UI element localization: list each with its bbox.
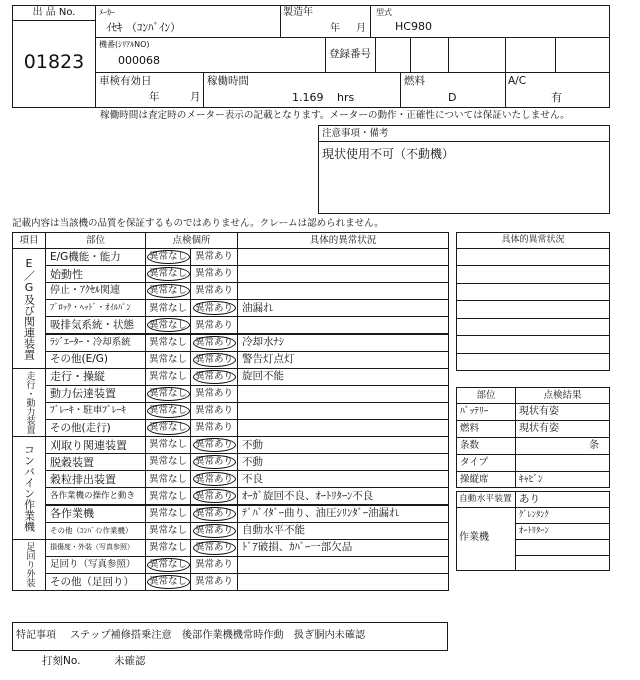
operating-hours-label: 稼働時間 xyxy=(207,75,249,87)
model-label: 型式 xyxy=(376,8,392,17)
part-cell xyxy=(45,556,146,574)
abnormality-detail: 冷却水ﾅｼ xyxy=(242,336,284,349)
operating-hours-value: 1.169 xyxy=(292,91,324,104)
part-cell xyxy=(45,368,146,386)
no-abnormality-option: 異常なし xyxy=(148,524,187,536)
check-ok-cell xyxy=(145,436,191,454)
header-check-cell xyxy=(145,232,238,249)
stamp-label: 打刻No. xyxy=(42,655,81,667)
stamp-value: 未確認 xyxy=(114,655,146,667)
part-cell xyxy=(45,248,146,266)
side-detail-row-line xyxy=(456,300,610,301)
serial-label: 機番(ｼﾘｱﾙNO) xyxy=(99,40,150,49)
check-ng-cell xyxy=(190,505,238,523)
detail-cell xyxy=(237,556,449,574)
no-abnormality-circled: 異常なし xyxy=(147,421,190,435)
fuel-label: 燃料 xyxy=(404,75,425,87)
part-cell xyxy=(45,299,146,317)
side-detail-header-label: 具体的異常状況 xyxy=(501,235,565,245)
results-part: 条数 xyxy=(460,440,480,451)
header-detail-label: 具体的異常状況 xyxy=(309,234,377,246)
check-ok-cell xyxy=(145,299,191,317)
abnormality-detail: ﾃﾞﾊﾞｲﾀﾞｰ曲り、油圧ｼﾘﾝﾀﾞｰ油漏れ xyxy=(242,507,400,520)
detail-cell xyxy=(237,299,449,317)
no-abnormality-option: 異常なし xyxy=(148,336,187,348)
detail-cell xyxy=(237,334,449,352)
check-ng-cell xyxy=(190,299,238,317)
no-abnormality-option: 異常なし xyxy=(148,541,187,553)
part-name: 吸排気系統・状態 xyxy=(50,319,134,332)
implement-row xyxy=(515,539,610,556)
abnormality-detail: ｵｰｶﾞ旋回不良、ｵｰﾄﾘﾀｰﾝ不良 xyxy=(242,490,374,503)
no-abnormality-option: 異常なし xyxy=(148,473,187,485)
results-part: ﾊﾞｯﾃﾘｰ xyxy=(460,406,489,417)
part-cell xyxy=(45,316,146,334)
abnormality-circled: 異常あり xyxy=(193,541,236,555)
registration-box xyxy=(375,37,411,73)
part-name: 脱穀装置 xyxy=(50,455,94,469)
check-ok-cell xyxy=(145,265,191,283)
part-name: 各作業機の操作と動き xyxy=(50,491,136,502)
group-label: E／G及び関連装置 xyxy=(22,256,36,360)
check-ng-cell xyxy=(190,470,238,488)
check-ok-cell xyxy=(145,248,191,266)
implement-item: ｵｰﾄﾘﾀｰﾝ xyxy=(519,526,549,536)
part-cell xyxy=(45,419,146,437)
no-abnormality-circled: 異常なし xyxy=(147,250,190,264)
check-ng-cell xyxy=(190,282,238,300)
no-abnormality-option: 異常なし xyxy=(148,507,187,519)
check-ng-cell xyxy=(190,316,238,334)
group-cell xyxy=(12,248,46,369)
part-name: 停止・ｱｸｾﾙ関連 xyxy=(50,285,120,297)
detail-cell xyxy=(237,487,449,505)
header-detail-cell xyxy=(237,232,449,249)
model-value: HC980 xyxy=(395,20,432,33)
detail-cell xyxy=(237,453,449,471)
abnormality-circled: 異常あり xyxy=(193,524,236,538)
manufacture-year-label: 製造年 xyxy=(283,7,313,18)
detail-cell xyxy=(237,505,449,523)
side-detail-row-line xyxy=(456,335,610,336)
detail-cell xyxy=(237,248,449,266)
results-header-result: 点検結果 xyxy=(543,390,582,401)
part-name: その他（ｺﾝﾊﾞｲﾝ作業機） xyxy=(50,525,133,535)
check-ok-cell xyxy=(145,385,191,403)
results-value-cell xyxy=(515,454,610,472)
abnormality-option: 異常あり xyxy=(194,319,233,331)
no-abnormality-circled: 異常なし xyxy=(147,558,190,572)
abnormality-option: 異常あり xyxy=(194,251,233,263)
side-detail-row-line xyxy=(456,283,610,284)
check-ok-cell xyxy=(145,539,191,557)
quality-disclaimer: 記載内容は当該機の品質を保証するものではありません。クレームは認められません。 xyxy=(12,218,384,229)
registration-box xyxy=(448,37,506,73)
check-ng-cell xyxy=(190,556,238,574)
implement-row xyxy=(515,555,610,571)
part-name: E/G機能・能力 xyxy=(50,250,121,263)
abnormality-circled: 異常あり xyxy=(193,455,236,469)
abnormality-circled: 異常あり xyxy=(193,507,236,521)
header-check-label: 点検個所 xyxy=(172,234,211,246)
abnormality-detail: ﾄﾞｱ破損、ｶﾊﾞｰ一部欠品 xyxy=(242,541,353,554)
part-name: 穀粒排出装置 xyxy=(50,472,116,486)
check-ok-cell xyxy=(145,402,191,420)
detail-cell xyxy=(237,470,449,488)
detail-cell xyxy=(237,419,449,437)
abnormality-circled: 異常あり xyxy=(193,472,236,486)
group-label: コンバイン作業機 xyxy=(22,443,36,532)
remarks-text: 現状使用不可（不動機） xyxy=(322,147,455,161)
check-ok-cell xyxy=(145,573,191,591)
part-cell xyxy=(45,282,146,300)
abnormality-detail: 自動水平不能 xyxy=(242,524,305,537)
abnormality-detail: 不良 xyxy=(242,473,263,486)
check-ng-cell xyxy=(190,402,238,420)
part-cell xyxy=(45,487,146,505)
no-abnormality-circled: 異常なし xyxy=(147,267,190,281)
serial-value: 000068 xyxy=(118,54,160,67)
header-part-label: 部位 xyxy=(85,234,105,246)
abnormality-circled: 異常あり xyxy=(193,438,236,452)
part-name: 足回り（写真参照） xyxy=(50,559,136,571)
results-part: 操縦席 xyxy=(460,474,489,485)
no-abnormality-circled: 異常なし xyxy=(147,318,190,332)
check-ok-cell xyxy=(145,334,191,352)
check-ng-cell xyxy=(190,368,238,386)
abnormality-option: 異常あり xyxy=(194,559,233,571)
part-cell xyxy=(45,470,146,488)
group-label: 足回り外装 xyxy=(24,542,35,588)
abnormality-option: 異常あり xyxy=(194,285,233,297)
part-name: その他(走行) xyxy=(50,421,111,434)
check-ng-cell xyxy=(190,573,238,591)
no-abnormality-circled: 異常なし xyxy=(147,284,190,298)
manufacture-year-unit: 年 xyxy=(330,23,340,34)
abnormality-detail: 油漏れ xyxy=(242,302,274,315)
part-cell xyxy=(45,453,146,471)
abnormality-option: 異常あり xyxy=(194,388,233,400)
check-ok-cell xyxy=(145,282,191,300)
no-abnormality-option: 異常なし xyxy=(148,490,187,502)
no-abnormality-circled: 異常なし xyxy=(147,404,190,418)
check-ng-cell xyxy=(190,248,238,266)
part-cell xyxy=(45,573,146,591)
check-ng-cell xyxy=(190,419,238,437)
check-ng-cell xyxy=(190,522,238,540)
check-ng-cell xyxy=(190,539,238,557)
results-unit: 条 xyxy=(589,440,599,451)
abnormality-detail: 不動 xyxy=(242,455,263,468)
abnormality-circled: 異常あり xyxy=(193,301,236,315)
check-ng-cell xyxy=(190,334,238,352)
leveling-value: あり xyxy=(519,493,540,505)
detail-cell xyxy=(237,402,449,420)
results-value: 現状有姿 xyxy=(519,406,559,417)
special-notes-label: 特記事項 xyxy=(16,630,56,641)
remarks-label: 注意事項・備考 xyxy=(322,128,389,139)
no-abnormality-option: 異常なし xyxy=(148,439,187,451)
abnormality-option: 異常あり xyxy=(194,268,233,280)
detail-cell xyxy=(237,282,449,300)
part-cell xyxy=(45,402,146,420)
implement-label: 作業機 xyxy=(459,532,489,543)
header-item-label: 項目 xyxy=(19,234,39,246)
detail-cell xyxy=(237,368,449,386)
part-cell xyxy=(45,505,146,523)
part-cell xyxy=(45,539,146,557)
abnormality-circled: 異常あり xyxy=(193,353,236,367)
check-ok-cell xyxy=(145,487,191,505)
side-detail-row-line xyxy=(456,353,610,354)
check-ok-cell xyxy=(145,470,191,488)
check-ok-cell xyxy=(145,419,191,437)
hours-disclaimer: 稼働時間は査定時のメーター表示の記載となります。メーターの動作・正確性については保証いたしません。 xyxy=(100,110,570,121)
maker-label: ﾒｰｶｰ xyxy=(99,8,115,17)
part-name: 各作業機 xyxy=(50,507,94,521)
header-item-cell xyxy=(12,232,46,249)
inspection-date-label: 車検有効日 xyxy=(99,75,152,87)
inspection-month-unit: 月 xyxy=(190,91,201,103)
check-ok-cell xyxy=(145,351,191,369)
detail-cell xyxy=(237,573,449,591)
part-cell xyxy=(45,385,146,403)
registration-label: 登録番号 xyxy=(329,48,371,60)
no-abnormality-option: 異常なし xyxy=(148,370,187,382)
check-ng-cell xyxy=(190,265,238,283)
detail-cell xyxy=(237,436,449,454)
abnormality-option: 異常あり xyxy=(194,405,233,417)
abnormality-circled: 異常あり xyxy=(193,336,236,350)
detail-cell xyxy=(237,522,449,540)
part-name: ﾌﾞﾚｰｷ・駐車ﾌﾞﾚｰｷ xyxy=(50,405,127,417)
check-ng-cell xyxy=(190,436,238,454)
part-cell xyxy=(45,265,146,283)
lot-number-label: 出 品 No. xyxy=(32,7,76,18)
side-detail-box xyxy=(456,232,610,371)
part-name: ﾗｼﾞｴｰﾀｰ・冷却系統 xyxy=(50,336,131,348)
abnormality-detail: 警告灯点灯 xyxy=(242,353,295,366)
abnormality-detail: 不動 xyxy=(242,438,263,451)
check-ok-cell xyxy=(145,505,191,523)
results-part: 燃料 xyxy=(460,423,480,434)
fuel-value: D xyxy=(448,91,457,104)
check-ok-cell xyxy=(145,522,191,540)
operating-hours-unit: hrs xyxy=(337,91,355,104)
header-part-cell xyxy=(45,232,146,249)
detail-cell xyxy=(237,316,449,334)
registration-box xyxy=(410,37,449,73)
no-abnormality-circled: 異常なし xyxy=(147,387,190,401)
check-ng-cell xyxy=(190,453,238,471)
lot-number: 01823 xyxy=(23,51,85,73)
group-cell xyxy=(12,436,46,540)
check-ok-cell xyxy=(145,453,191,471)
check-ng-cell xyxy=(190,487,238,505)
no-abnormality-option: 異常なし xyxy=(148,302,187,314)
abnormality-circled: 異常あり xyxy=(193,489,236,503)
manufacture-month-unit: 月 xyxy=(356,23,366,34)
detail-cell xyxy=(237,351,449,369)
side-detail-row-line xyxy=(456,265,610,266)
results-value: ｷｬﾋﾞﾝ xyxy=(519,474,543,485)
part-name: 刈取り関連装置 xyxy=(50,438,127,452)
leveling-label: 自動水平装置 xyxy=(459,494,512,504)
registration-box xyxy=(555,37,610,73)
check-ng-cell xyxy=(190,385,238,403)
part-cell xyxy=(45,522,146,540)
group-label: 走行・動力装置 xyxy=(24,370,35,434)
group-cell xyxy=(12,539,46,591)
detail-cell xyxy=(237,385,449,403)
implement-item: ｸﾞﾚﾝﾀﾝｸ xyxy=(519,510,549,520)
part-name: 損傷度・外装（写真参照） xyxy=(50,543,134,552)
ac-value: 有 xyxy=(551,91,562,104)
check-ng-cell xyxy=(190,351,238,369)
maker-value: ｲｾｷ （ｺﾝﾊﾞｲﾝ） xyxy=(106,21,181,34)
detail-cell xyxy=(237,265,449,283)
check-ok-cell xyxy=(145,556,191,574)
special-notes-text: ステップ補修搭乗注意 後部作業機機常時作動 扱ぎ胴内未確認 xyxy=(70,630,366,641)
abnormality-detail: 旋回不能 xyxy=(242,370,284,383)
part-cell xyxy=(45,351,146,369)
results-value: 現状有姿 xyxy=(519,423,559,434)
part-cell xyxy=(45,334,146,352)
abnormality-option: 異常あり xyxy=(194,576,233,588)
no-abnormality-option: 異常なし xyxy=(148,353,187,365)
abnormality-circled: 異常あり xyxy=(193,370,236,384)
part-name: ﾌﾞﾛｯｸ・ﾍｯﾄﾞ・ｵｲﾙﾊﾟﾝ xyxy=(50,303,131,314)
part-name: その他(E/G) xyxy=(50,353,109,366)
inspection-year-unit: 年 xyxy=(149,91,160,103)
part-name: 動力伝達装置 xyxy=(50,387,116,401)
group-cell xyxy=(12,368,46,437)
detail-cell xyxy=(237,539,449,557)
part-cell xyxy=(45,436,146,454)
check-ok-cell xyxy=(145,368,191,386)
part-name: 走行・操縦 xyxy=(50,370,105,384)
registration-box xyxy=(505,37,556,73)
part-name: その他（足回り） xyxy=(50,575,134,588)
no-abnormality-option: 異常なし xyxy=(148,456,187,468)
check-ok-cell xyxy=(145,316,191,334)
side-detail-row-line xyxy=(456,318,610,319)
abnormality-option: 異常あり xyxy=(194,422,233,434)
results-part: タイプ xyxy=(460,457,489,468)
ac-label: A/C xyxy=(508,75,527,87)
no-abnormality-circled: 異常なし xyxy=(147,575,190,589)
part-name: 始動性 xyxy=(50,267,83,281)
results-header-part: 部位 xyxy=(476,390,496,401)
